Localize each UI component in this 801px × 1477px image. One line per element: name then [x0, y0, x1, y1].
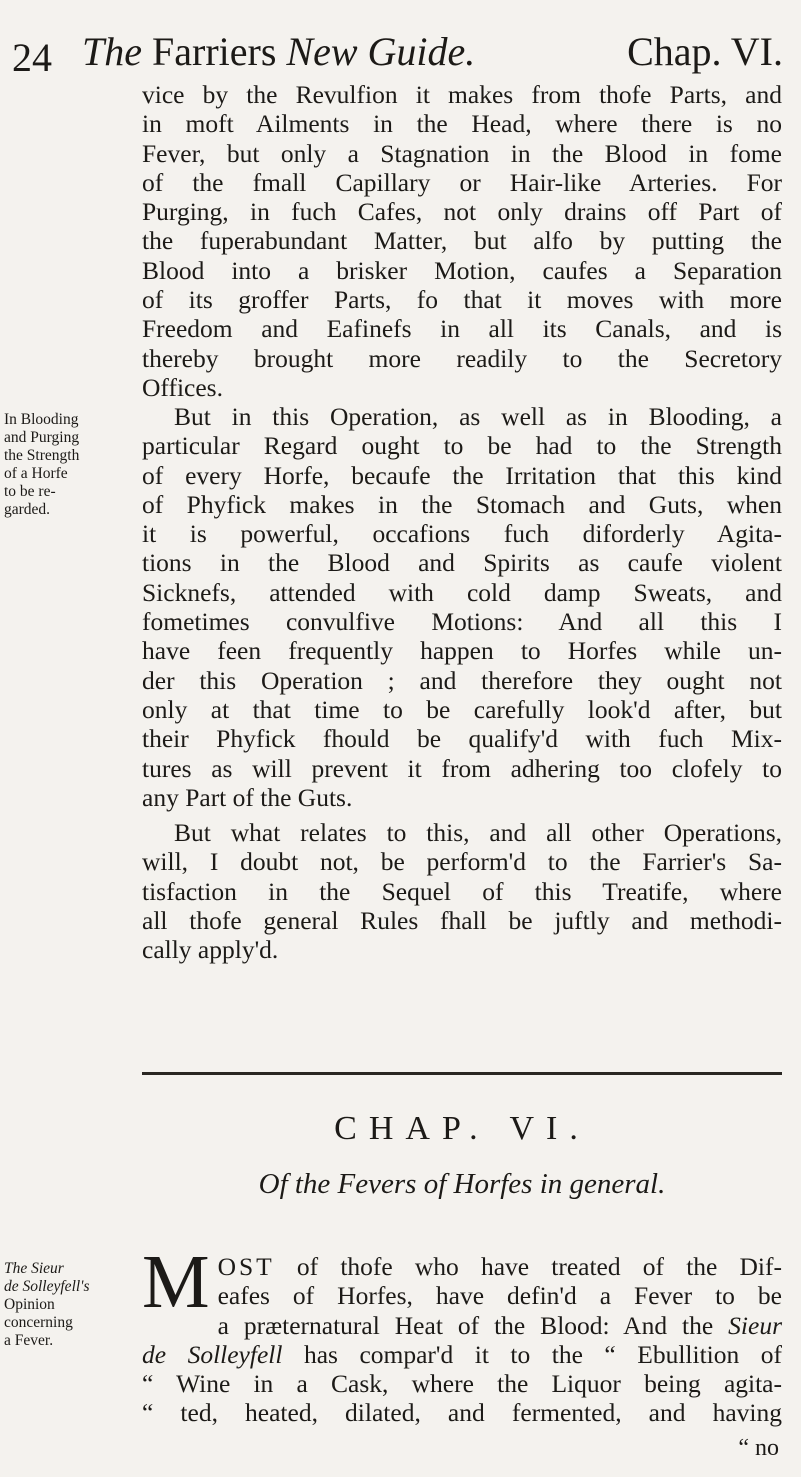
text-line: thereby brought more readily to the Secretory — [142, 343, 782, 373]
text-line: of the fmall Capillary or Hair-like Arteries. For — [142, 167, 782, 197]
drop-cap: M — [142, 1240, 210, 1324]
margin-note-line: and Purging — [4, 429, 80, 446]
text-line: Blood into a brisker Motion, caufes a Separation — [142, 255, 782, 285]
margin-note-line: In Blooding — [4, 411, 79, 428]
text-line: vice by the Revulfion it makes from thofe Parts, and — [142, 80, 782, 109]
running-title: The Farriers New Guide. — [82, 29, 476, 74]
paragraph-sequel — [142, 818, 782, 964]
text-line: tions in the Blood and Spirits as caufe violent — [142, 548, 782, 578]
text-line: of Phyfick makes in the Stomach and Guts, when — [142, 489, 782, 519]
chapter-subtitle: Of the Fevers of Horfes in general. — [258, 1168, 666, 1200]
page-number: 24 — [12, 35, 52, 80]
text-line: particular Regard ought to be had to the Strength — [142, 431, 782, 461]
text-line: it is powerful, occafions fuch diforderly Agita- — [142, 519, 782, 549]
text-line: Offices. — [142, 372, 223, 402]
text-line: Fever, but only a Stagnation in the Blood in fome — [142, 138, 782, 168]
text-line: the fuperabundant Matter, but alfo by putting the — [142, 226, 782, 256]
text-line: will, I doubt not, be perform'd to the Farrier's Sa- — [142, 847, 782, 877]
text-line: tisfaction in the Sequel of this Treatife, where — [142, 876, 782, 906]
text-line: in moft Ailments in the Head, where there is no — [142, 109, 782, 139]
running-head — [0, 26, 801, 78]
catchword: “ no — [738, 1435, 779, 1461]
text-line: all thofe general Rules fhall be juftly and methodi- — [142, 905, 782, 935]
section-rule — [142, 1072, 782, 1075]
margin-note-line: of a Horfe — [4, 465, 68, 482]
text-line: Purging, in fuch Cafes, not only drains off Part of — [142, 197, 782, 227]
text-line: any Part of the Guts. — [142, 782, 353, 812]
margin-note-line: garded. — [4, 501, 51, 518]
text-line: But what relates to this, and all other Operations, — [174, 818, 782, 847]
chapter-heading: CHAP. VI. — [334, 1110, 590, 1147]
text-line: of every Horfe, becaufe the Irritation that this kind — [142, 460, 782, 490]
text-line: cally apply'd. — [142, 935, 279, 965]
margin-note-line: to be re- — [4, 483, 56, 500]
text-line: have feen frequently happen to Horfes while un- — [142, 636, 782, 666]
text-line: of its groffer Parts, fo that it moves with more — [142, 285, 782, 315]
text-line: der this Operation ; and therefore they ought not — [142, 665, 782, 695]
margin-note-line: the Strength — [4, 447, 80, 464]
text-line: Freedom and Eafinefs in all its Canals, and is — [142, 314, 782, 344]
running-chapter: Chap. VI. — [627, 29, 783, 74]
paragraph-strength-of-horse — [142, 402, 782, 812]
text-line: their Phyfick fhould be qualify'd with fuch Mix- — [142, 724, 782, 754]
paragraph-fever-definition: M OST of thofe who have treated of the Dif- eafes of Horfes, have defin'd a Fever to be a præternatural Heat of the Blood: And the Sieur de Solleyfell has compar'd it to the “ Ebullition of “ Wine in a Cask, where the Liquor being agita- “ ted, heated, dilated, and fermented, and having — [142, 1240, 782, 1428]
paragraph-revulsion — [142, 80, 782, 402]
text-line: fometimes convulfive Motions: And all this I — [142, 607, 782, 637]
margin-note-solleyfell: The Sieur de Solleyfell's Opinion concerning a Fever. — [4, 1260, 90, 1349]
text-line: only at that time to be carefully look'd after, but — [142, 694, 782, 724]
text-line: But in this Operation, as well as in Blooding, a — [174, 402, 782, 431]
text-line: tures as will prevent it from adhering too clofely to — [142, 753, 782, 783]
text-line: Sicknefs, attended with cold damp Sweats, and — [142, 577, 782, 607]
margin-note-blooding — [4, 411, 136, 519]
